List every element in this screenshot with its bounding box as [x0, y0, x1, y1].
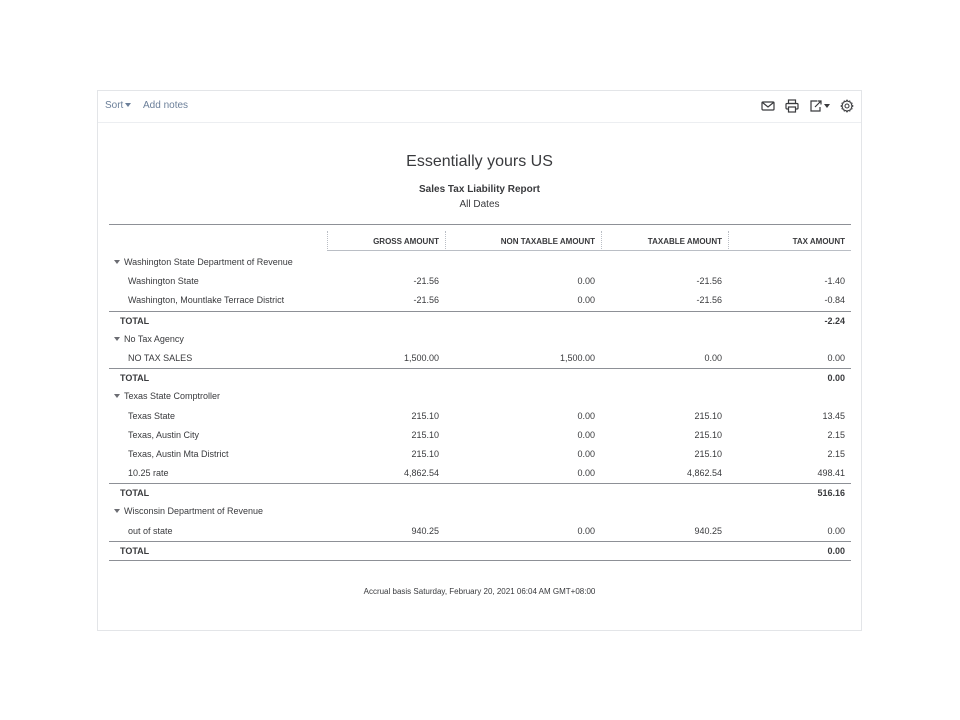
email-icon[interactable] [761, 99, 775, 113]
collapse-caret-icon[interactable] [114, 337, 120, 341]
column-divider [601, 231, 602, 251]
table-row [109, 291, 851, 310]
row-label: 10.25 rate [128, 468, 169, 479]
gross-amount-cell[interactable]: 4,862.54 [403, 468, 439, 479]
chevron-down-icon [824, 104, 830, 108]
chevron-down-icon [125, 103, 131, 107]
settings-gear-icon[interactable] [840, 99, 854, 113]
gross-amount-cell[interactable]: 215.10 [411, 429, 439, 440]
col-header-tax-amount[interactable]: TAX AMOUNT [728, 231, 851, 251]
row-label: Washington State [128, 276, 199, 287]
sort-dropdown[interactable] [105, 100, 131, 111]
non-taxable-amount-cell[interactable]: 0.00 [577, 410, 595, 421]
print-icon[interactable] [785, 99, 799, 113]
gross-amount-cell[interactable]: -21.56 [413, 276, 439, 287]
group-row-wisconsin[interactable] [109, 502, 851, 521]
gross-amount-cell[interactable]: 1,500.00 [403, 352, 439, 363]
group-row-washington[interactable] [109, 253, 851, 272]
group-name: No Tax Agency [124, 333, 184, 344]
total-tax-amount[interactable]: -2.24 [824, 315, 845, 326]
non-taxable-amount-cell[interactable]: 1,500.00 [559, 352, 595, 363]
column-divider [445, 231, 446, 251]
gross-amount-cell[interactable]: 940.25 [411, 525, 439, 536]
group-row-no-tax-agency[interactable] [109, 330, 851, 349]
row-label: NO TAX SALES [128, 352, 193, 363]
col-header-non-taxable-amount[interactable]: NON TAXABLE AMOUNT [445, 231, 601, 251]
non-taxable-amount-cell[interactable]: 0.00 [577, 276, 595, 287]
row-label: Texas, Austin City [128, 429, 200, 440]
total-label: TOTAL [120, 373, 150, 384]
group-name: Wisconsin Department of Revenue [124, 506, 264, 517]
company-name: Essentially yours US [406, 153, 553, 170]
taxable-amount-cell[interactable]: 4,862.54 [686, 468, 722, 479]
table-row [109, 522, 851, 541]
col-header-gross-amount[interactable]: GROSS AMOUNT [327, 231, 445, 251]
table-row [109, 272, 851, 291]
table-row [109, 426, 851, 445]
non-taxable-amount-cell[interactable]: 0.00 [577, 429, 595, 440]
total-row [109, 483, 851, 502]
tax-amount-cell[interactable]: 2.15 [827, 448, 845, 459]
tax-amount-cell[interactable]: 2.15 [827, 429, 845, 440]
tax-amount-cell[interactable]: -1.40 [824, 276, 845, 287]
taxable-amount-cell[interactable]: 215.10 [694, 429, 722, 440]
report-toolbar [98, 91, 861, 123]
export-icon [809, 99, 823, 113]
report-date-range: All Dates [459, 199, 500, 210]
taxable-amount-cell[interactable]: -21.56 [696, 276, 722, 287]
total-label: TOTAL [120, 545, 150, 556]
sort-label: Sort [105, 100, 124, 111]
table-row [109, 445, 851, 464]
tax-amount-cell[interactable]: 13.45 [822, 410, 845, 421]
taxable-amount-cell[interactable]: 215.10 [694, 410, 722, 421]
total-tax-amount[interactable]: 0.00 [827, 373, 845, 384]
tax-amount-cell[interactable]: 0.00 [827, 352, 845, 363]
group-name: Texas State Comptroller [124, 391, 221, 402]
taxable-amount-cell[interactable]: 0.00 [704, 352, 722, 363]
total-row [109, 368, 851, 387]
table-row [109, 464, 851, 483]
total-row [109, 311, 851, 330]
non-taxable-amount-cell[interactable]: 0.00 [577, 448, 595, 459]
total-label: TOTAL [120, 315, 150, 326]
taxable-amount-cell[interactable]: -21.56 [696, 295, 722, 306]
add-notes-link[interactable]: Add notes [143, 100, 189, 111]
row-label: out of state [128, 525, 173, 536]
gross-amount-cell[interactable]: 215.10 [411, 448, 439, 459]
taxable-amount-cell[interactable]: 215.10 [694, 448, 722, 459]
non-taxable-amount-cell[interactable]: 0.00 [577, 525, 595, 536]
report-card [97, 90, 862, 631]
collapse-caret-icon[interactable] [114, 509, 120, 513]
collapse-caret-icon[interactable] [114, 260, 120, 264]
total-label: TOTAL [120, 488, 150, 499]
group-row-texas[interactable] [109, 387, 851, 406]
non-taxable-amount-cell[interactable]: 0.00 [577, 468, 595, 479]
report-footer: Accrual basis Saturday, February 20, 2021 06:04 AM GMT+08:00 [363, 587, 596, 596]
total-tax-amount[interactable]: 516.16 [817, 488, 845, 499]
export-dropdown[interactable] [809, 99, 830, 113]
taxable-amount-cell[interactable]: 940.25 [694, 525, 722, 536]
table-row [109, 407, 851, 426]
row-label: Washington, Mountlake Terrace District [128, 295, 285, 306]
total-tax-amount[interactable]: 0.00 [827, 545, 845, 556]
column-divider [728, 231, 729, 251]
non-taxable-amount-cell[interactable]: 0.00 [577, 295, 595, 306]
tax-amount-cell[interactable]: 0.00 [827, 525, 845, 536]
gross-amount-cell[interactable]: 215.10 [411, 410, 439, 421]
tax-amount-cell[interactable]: -0.84 [824, 295, 845, 306]
group-name: Washington State Department of Revenue [124, 257, 293, 267]
collapse-caret-icon[interactable] [114, 394, 120, 398]
report-title: Sales Tax Liability Report [419, 184, 540, 195]
tax-amount-cell[interactable]: 498.41 [817, 468, 845, 479]
toolbar-icons [761, 98, 854, 114]
table-header-row [109, 225, 851, 253]
gross-amount-cell[interactable]: -21.56 [413, 295, 439, 306]
col-header-taxable-amount[interactable]: TAXABLE AMOUNT [601, 231, 728, 251]
table-row [109, 349, 851, 368]
table-bottom-rule [109, 560, 851, 561]
row-label: Texas State [128, 410, 176, 421]
row-label: Texas, Austin Mta District [128, 448, 229, 459]
report-table [109, 224, 851, 561]
column-divider [327, 231, 328, 251]
total-row [109, 541, 851, 560]
